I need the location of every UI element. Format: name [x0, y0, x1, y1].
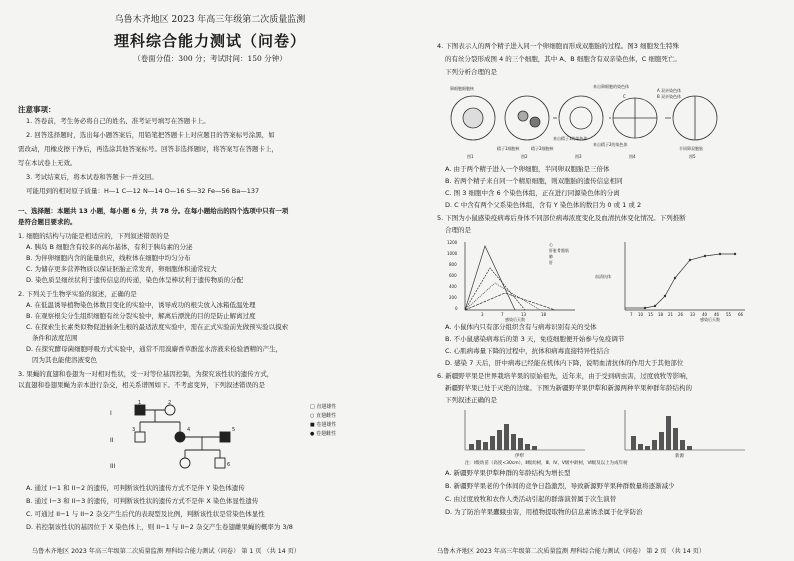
option: C. 为储存更多营养物质以保证胚胎正常发育，卵细胞体积通常较大 [26, 265, 217, 273]
option: A. 小鼠体内只有部分组织含有与病毒识别有关的受体 [445, 323, 597, 331]
question-5: 5. 下图为小鼠感染疫病毒后身体不同部位病毒浓度变化及血清抗体变化情况。下列推断 [437, 214, 686, 222]
option: A. 通过 I−1 和 II−2 的遗传，可判断该性状的遗传方式不是伴 Y 染色体遗传 [26, 484, 245, 492]
svg-text:18: 18 [658, 312, 664, 317]
svg-text:2: 2 [168, 400, 172, 406]
question-4: 的有丝分裂形成图 4 的三个细胞，其中 A、B 细胞含有双亲染色体，C 细胞死亡。 [445, 55, 681, 63]
svg-text:心: 心 [549, 242, 553, 247]
svg-text:55: 55 [726, 312, 732, 317]
pedigree-female [165, 405, 175, 415]
gen-label: II [110, 437, 114, 444]
option: B. 通过 I−3 和 II−3 的遗传，可判断该性状的遗传方式不是伴 X 染色体显性遗传 [26, 497, 259, 505]
svg-text:精子2细胞核: 精子2细胞核 [531, 146, 554, 151]
svg-text:21: 21 [668, 312, 674, 317]
question-6: 6. 新疆野苹果是世界栽培苹果的原始祖先，近年来，由于受到病虫害，过度放牧等影响， [437, 372, 693, 380]
question-4: 4. 下图表示人的两个精子进入同一个卵细胞而形成双胞胎的过程。图3 细胞发生特殊 [437, 42, 679, 50]
question-5: 合理的是 [445, 226, 471, 234]
option: B. 不小鼠感染病毒后的第 3 天，免疫细胞便开始参与免疫调节 [445, 335, 625, 343]
notice-line: 可能用到的相对原子质量：H—1 C—12 N—14 O—16 S—32 Fe—56 Ba—137 [26, 187, 260, 195]
svg-text:66: 66 [738, 312, 744, 317]
fig4-cell-diagram [445, 80, 745, 162]
pedigree-female [180, 458, 190, 468]
svg-text:7: 7 [501, 312, 504, 317]
svg-text:图5: 图5 [689, 154, 696, 159]
svg-text:肝脏骨骼肌: 肝脏骨骼肌 [549, 248, 569, 253]
svg-text:卵细胞细胞核: 卵细胞细胞核 [450, 86, 474, 91]
pedigree-male [215, 458, 225, 468]
option: 条件和浓度范围 [32, 334, 78, 342]
svg-text:26: 26 [678, 312, 684, 317]
svg-text:4: 4 [187, 427, 191, 433]
svg-text:C: C [623, 94, 626, 99]
svg-text:B 双亲染色体: B 双亲染色体 [657, 94, 682, 99]
page-footer: 乌鲁木齐地区 2023 年高三年级第二次质量监测 理科综合能力测试（问卷） 第 1 页 （共 14 页） [32, 548, 301, 555]
svg-text:40: 40 [702, 312, 708, 317]
question-3: 以直翅和卷翅果蝇为亲本进行杂交，相关系谱图如下。不考虑变异，下列叙述错误的是 [18, 381, 265, 389]
option: D. 若控制该性状的基因位于 X 染色体上，则 II−1 与 II−2 杂交产生卷翅雌果蝇的概率为 3/8 [26, 523, 293, 531]
svg-text:1200: 1200 [447, 240, 458, 245]
legend: □ 直翅雄性 ○ 直翅雌性 ■ 卷翅雄性 ● 卷翅雌性 [310, 404, 337, 437]
question-6: 下列叙述正确的是 [445, 396, 497, 404]
question-2: 2. 下列关于生物学实验的叙述，正确的是 [18, 290, 137, 298]
option: B. 在观察根尖分生组织细胞有丝分裂实验中，解离后漂洗的目的是防止解离过度 [26, 312, 256, 320]
svg-text:肺: 肺 [549, 254, 553, 259]
notice-line: 1. 答卷前，考生务必将自己的姓名、准考证号填写在答题卡上。 [26, 117, 210, 125]
svg-text:3: 3 [481, 312, 484, 317]
svg-text:15: 15 [648, 312, 654, 317]
section-heading: 是符合题目要求的。 [18, 218, 77, 226]
svg-text:13: 13 [521, 312, 527, 317]
option: 因为其也能使溶液变色 [32, 356, 97, 364]
svg-text:7: 7 [630, 312, 633, 317]
gen-label: III [110, 463, 116, 470]
svg-text:46: 46 [714, 312, 720, 317]
option: D. 为了防治苹果蠹蛾虫害，用植物提取物的信息素诱杀属于化学防治 [445, 508, 643, 516]
svg-text:5: 5 [232, 427, 236, 433]
notice-line: 需改动，用橡皮擦干净后，再选涂其他答案标号。回答非选择题时，将答案写在答题卡上， [18, 145, 278, 153]
exam-header: 乌鲁木齐地区 2023 年高三年级第二次质量监测 [114, 15, 306, 25]
svg-text:6: 6 [227, 462, 231, 468]
option: D. 感染 7 天后，肝中病毒已经能在机体内下降，说明血清抗体的作用大于其他部位 [445, 359, 684, 367]
option: C. 在探索生长素类似物促进插条生根的最适浓度实验中，需在正式实验前先做预实验以摸索 [26, 323, 289, 331]
option: D. C 中含有两个父系染色体组，含有 Y 染色体的数目为 0 或 1 或 2 [445, 201, 642, 209]
fig6-histograms [445, 406, 765, 466]
option: B. 若两个精子来自同一个精原细胞，则双胞胎的遗传信息相同 [445, 177, 623, 185]
option: B. 新疆野苹果老的个体间的竞争日趋激烈，导致新源野苹果种群数量将逐渐减少 [445, 482, 675, 490]
svg-text:400: 400 [449, 284, 457, 289]
option: A. 胰岛 B 细胞含有较多的高尔基体，有利于胰岛素的分泌 [26, 243, 193, 251]
svg-text:来自精子1的染色体: 来自精子1的染色体 [553, 136, 588, 141]
svg-text:10: 10 [638, 312, 644, 317]
svg-text:新源: 新源 [675, 454, 684, 459]
option: B. 为伴卵细胞内含的能量供应，线粒体在细胞中均匀分布 [26, 254, 191, 262]
option: D. 染色质呈细丝状利于遗传信息的传递，染色体呈棒状利于遗传物质的分配 [26, 276, 244, 284]
option: A. 在低温诱导植物染色体数目变化的实验中，诱导成功的根尖放入冰箱低温处理 [26, 301, 256, 309]
svg-text:来自卵细胞的染色体: 来自卵细胞的染色体 [593, 84, 629, 89]
option: D. 在探究酵母菌细胞呼吸方式实验中，通常不用溴麝香草酚蓝水溶液来检验酒精的产生， [26, 345, 283, 353]
svg-text:A 双亲染色体: A 双亲染色体 [657, 88, 682, 93]
pedigree-chart [110, 400, 290, 475]
notice-line: 2. 回答选择题时，选出每小题答案后，用铅笔把答题卡上对应题目的答案标号涂黑，如 [26, 131, 275, 139]
option: C. 由过度放牧和农作人类活动引起的群落演替属于次生演替 [445, 495, 617, 503]
svg-text:图3: 图3 [575, 154, 582, 159]
svg-text:感染后天数: 感染后天数 [505, 317, 525, 322]
svg-text:3: 3 [132, 427, 136, 433]
svg-text:精子1细胞核: 精子1细胞核 [497, 146, 520, 151]
svg-text:图4: 图4 [629, 154, 636, 159]
option: C. 可通过 II−1 与 II−2 杂交产生后代的表现型及比例，判断该性状是常染色体显性 [26, 510, 265, 518]
option: A. 由于两个精子进入一个卵细胞，半同卵双胞胎是三倍体 [445, 165, 610, 173]
exam-subtitle: （卷面分值：300 分；考试时间：150 分钟） [133, 54, 287, 63]
svg-text:0: 0 [455, 306, 458, 311]
svg-text:1000: 1000 [447, 251, 458, 256]
pedigree-female-affected [175, 432, 185, 442]
svg-text:肝: 肝 [549, 260, 553, 265]
notice-line: 3. 考试结束后，将本试卷和答题卡一并交回。 [26, 173, 158, 181]
question-4: 下列分析合理的是 [445, 68, 497, 76]
exam-title: 理科综合能力测试（问卷） [113, 32, 306, 50]
svg-text:来自精子2的染色体: 来自精子2的染色体 [593, 142, 628, 147]
question-3: 3. 果蝇的直翅和卷翅为一对相对性状，受一对等位基因控制，为探究该性状的遗传方式， [18, 370, 274, 378]
pedigree-male-affected [220, 432, 230, 442]
svg-text:800: 800 [449, 262, 457, 267]
svg-text:200: 200 [449, 295, 457, 300]
pedigree-male [135, 432, 145, 442]
svg-text:感染后天数: 感染后天数 [700, 317, 720, 322]
svg-text:血清抗体: 血清抗体 [595, 274, 611, 279]
section-heading: 一、选择题：本题共 13 小题，每小题 6 分，共 78 分。在每小题给出的四个选项中只有一项 [18, 207, 289, 215]
svg-text:600: 600 [449, 273, 457, 278]
option: C. 心肌病毒量下降的过程中，抗体和病毒直接特异性结合 [445, 347, 610, 355]
pedigree-male-affected [135, 405, 145, 415]
svg-text:注：Ⅰ级幼苗（高度<30cm），Ⅱ级幼树，Ⅲ、Ⅳ、Ⅴ级中龄树: 注：Ⅰ级幼苗（高度<30cm），Ⅱ级幼树，Ⅲ、Ⅳ、Ⅴ级中龄树，Ⅵ级及以上为成年树 [465, 461, 628, 466]
svg-text:半同卵双胞胎: 半同卵双胞胎 [679, 146, 703, 151]
gen-label: I [110, 410, 112, 417]
question-1: 1. 细胞的结构与功能是相适应的，下列叙述错误的是 [18, 232, 170, 240]
fig5-charts [445, 238, 765, 322]
svg-text:1: 1 [138, 400, 142, 406]
notice-line: 写在本试卷上无效。 [18, 159, 77, 167]
option: A. 新疆野苹果伊犁种群的年龄结构为增长型 [445, 469, 571, 477]
svg-text:33: 33 [690, 312, 696, 317]
option: C. 图 3 细胞中含 6 个染色体组，正在进行同源染色体的分离 [445, 189, 620, 197]
question-6: 新疆野苹果已处于灭绝的边缘。下图为新疆野苹果伊犁和新源两种苹果种群年龄结构的 [445, 384, 692, 392]
notice-title: 注意事项： [18, 105, 56, 114]
svg-text:伊犁: 伊犁 [515, 454, 524, 459]
svg-text:图2: 图2 [521, 154, 528, 159]
page-footer: 乌鲁木齐地区 2023 年高三年级第二次质量监测 理科综合能力测试（问卷） 第 2 页 （共 14 页） [437, 548, 706, 555]
svg-text:18: 18 [541, 312, 547, 317]
page-right [397, 0, 794, 561]
svg-text:图1: 图1 [467, 154, 474, 159]
